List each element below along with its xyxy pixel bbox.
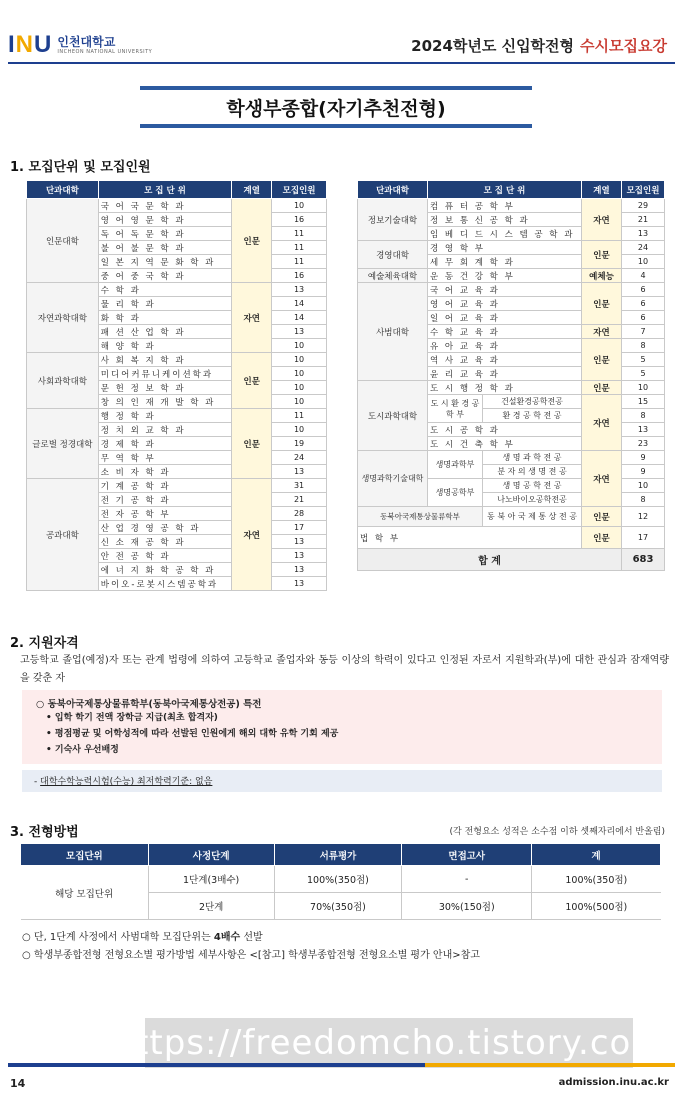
count-cell: 13 <box>272 563 327 577</box>
unit-cell: 수 학 교 육 과 <box>428 325 582 339</box>
count-cell: 10 <box>622 479 665 493</box>
note-bullet-1 <box>22 928 263 943</box>
unit-cell: 운 동 건 강 학 부 <box>428 269 582 283</box>
count-cell: 10 <box>272 339 327 353</box>
interview-cell: - <box>402 866 532 893</box>
college-cell: 글로벌 정경대학 <box>27 409 99 479</box>
table-row <box>27 199 327 213</box>
stage-cell: 1단계(3배수) <box>148 866 274 893</box>
college-cell: 도시과학대학 <box>358 381 428 451</box>
logo-english: INCHEON NATIONAL UNIVERSITY <box>57 49 153 55</box>
stage-cell: 2단계 <box>148 893 274 920</box>
count-cell: 10 <box>622 381 665 395</box>
college-cell: 인문대학 <box>27 199 99 283</box>
page-number: 14 <box>10 1077 26 1090</box>
count-cell: 10 <box>272 395 327 409</box>
unit-cell: 기 계 공 학 과 <box>98 479 232 493</box>
unit-cell: 창 의 인 재 개 발 학 과 <box>98 395 232 409</box>
field-cell: 인문 <box>582 381 622 395</box>
selection-table <box>20 843 661 920</box>
field-cell: 인문 <box>232 353 272 409</box>
count-cell: 6 <box>622 297 665 311</box>
table-row <box>21 866 661 893</box>
note-bullet-2: ○ 학생부종합전형 전형요소별 평가방법 세부사항은 <[참고] 학생부종합전형 전형요소별 평가 안내>참고 <box>22 950 480 961</box>
unit-cell: 유 아 교 육 과 <box>428 339 582 353</box>
benefit-box <box>22 690 662 764</box>
count-cell: 14 <box>272 297 327 311</box>
total-cell: 100%(350점) <box>532 866 661 893</box>
unit-cell: 경 영 학 부 <box>428 241 582 255</box>
unit-cell: 산 업 경 영 공 학 과 <box>98 521 232 535</box>
count-cell: 8 <box>622 493 665 507</box>
count-cell: 13 <box>272 535 327 549</box>
unit-cell: 도 시 건 축 학 부 <box>428 437 582 451</box>
logo-letter-u: U <box>34 31 52 58</box>
count-cell: 23 <box>622 437 665 451</box>
university-logo <box>8 30 152 60</box>
unit-cell: 해당 모집단위 <box>21 866 149 920</box>
table-row <box>358 241 665 255</box>
unit-cell: 전 자 공 학 부 <box>98 507 232 521</box>
count-cell: 28 <box>272 507 327 521</box>
benefit-heading: ○ 동북아국제통상물류학부(동북아국제통상전공) 특전 <box>36 699 262 710</box>
footer-site: admission.inu.ac.kr <box>558 1077 669 1088</box>
count-cell: 16 <box>272 269 327 283</box>
col-college: 단과대학 <box>27 181 99 199</box>
count-cell: 10 <box>272 367 327 381</box>
field-cell: 인문 <box>582 283 622 325</box>
unit-cell: 독 어 독 문 학 과 <box>98 227 232 241</box>
table-row <box>27 409 327 423</box>
count-cell: 19 <box>272 437 327 451</box>
total-cell: 100%(500점) <box>532 893 661 920</box>
unit-cell: 영 어 영 문 학 과 <box>98 213 232 227</box>
footer-rule-accent <box>425 1063 675 1067</box>
table-row <box>358 451 665 465</box>
table-row <box>27 479 327 493</box>
count-cell: 21 <box>622 213 665 227</box>
logo-mark <box>8 33 51 57</box>
count-cell: 10 <box>272 423 327 437</box>
count-cell: 21 <box>272 493 327 507</box>
header-rule <box>8 62 675 64</box>
count-cell: 7 <box>622 325 665 339</box>
count-cell: 13 <box>272 577 327 591</box>
field-cell: 자연 <box>582 395 622 451</box>
col-field: 계열 <box>232 181 272 199</box>
unit-cell: 윤 리 교 육 과 <box>428 367 582 381</box>
note-text: ○ 단, 1단계 사정에서 사범대학 모집단위는 <box>22 932 214 943</box>
count-cell: 9 <box>622 465 665 479</box>
unit-cell: 영 어 교 육 과 <box>428 297 582 311</box>
doc-cell: 70%(350점) <box>274 893 402 920</box>
college-cell: 공과대학 <box>27 479 99 591</box>
unit-cell: 바이오-로봇시스템공학과 <box>98 577 232 591</box>
college-cell: 동북아국제통상물류학부 <box>358 507 483 527</box>
unit-cell: 일 본 지 역 문 화 학 과 <box>98 255 232 269</box>
table-row <box>358 527 665 549</box>
section3-heading: 3. 전형방법 <box>10 825 79 840</box>
count-cell: 17 <box>272 521 327 535</box>
count-cell: 10 <box>622 255 665 269</box>
unit-cell: 해 양 학 과 <box>98 339 232 353</box>
page-title-box <box>140 86 532 128</box>
unit-cell: 국 어 국 문 학 과 <box>98 199 232 213</box>
count-cell: 10 <box>272 199 327 213</box>
table-row <box>358 269 665 283</box>
total-row <box>358 549 665 571</box>
count-cell: 8 <box>622 339 665 353</box>
unit-cell: 일 어 교 육 과 <box>428 311 582 325</box>
unit-cell: 역 사 교 육 과 <box>428 353 582 367</box>
note-text: 선발 <box>240 932 263 943</box>
unit-cell: 문 헌 정 보 학 과 <box>98 381 232 395</box>
field-cell: 인문 <box>582 507 622 527</box>
col-count: 모집인원 <box>622 181 665 199</box>
unit-cell: 신 소 재 공 학 과 <box>98 535 232 549</box>
interview-cell: 30%(150점) <box>402 893 532 920</box>
count-cell: 17 <box>622 527 665 549</box>
table-row <box>358 199 665 213</box>
count-cell: 10 <box>272 381 327 395</box>
count-cell: 24 <box>622 241 665 255</box>
benefit-item: • 기숙사 우선배정 <box>46 745 119 755</box>
col-stage: 사정단계 <box>148 844 274 866</box>
unit-cell: 건설환경공학전공 <box>483 395 582 409</box>
count-cell: 13 <box>272 465 327 479</box>
unit-cell: 중 어 중 국 학 과 <box>98 269 232 283</box>
eligibility-text: 고등학교 졸업(예정)자 또는 관계 법령에 의하여 고등학교 졸업자와 동등 이상의 학력이 있다고 인정된 자로서 지원학과(부)에 대한 관심과 잠재역량을 갖춘 자 <box>20 655 669 684</box>
field-cell: 인문 <box>582 339 622 381</box>
col-count: 모집인원 <box>272 181 327 199</box>
unit-cell: 생 명 과 학 전 공 <box>483 451 582 465</box>
unit-cell: 국 어 교 육 과 <box>428 283 582 297</box>
field-cell: 자연 <box>232 479 272 591</box>
doc-cell: 100%(350점) <box>274 866 402 893</box>
field-cell: 예체능 <box>582 269 622 283</box>
unit-cell: 법 학 부 <box>358 527 582 549</box>
section1-heading: 1. 모집단위 및 모집인원 <box>10 160 151 175</box>
count-cell: 4 <box>622 269 665 283</box>
col-unit: 모 집 단 위 <box>428 181 582 199</box>
logo-letter-n: N <box>15 31 34 58</box>
unit-cell: 물 리 학 과 <box>98 297 232 311</box>
unit-cell: 에 너 지 화 학 공 학 과 <box>98 563 232 577</box>
unit-cell: 동 북 아 국 제 통 상 전 공 <box>483 507 582 527</box>
unit-cell: 나노바이오공학전공 <box>483 493 582 507</box>
unit-cell: 경 제 학 과 <box>98 437 232 451</box>
count-cell: 6 <box>622 311 665 325</box>
unit-cell: 패 션 산 업 학 과 <box>98 325 232 339</box>
col-doc: 서류평가 <box>274 844 402 866</box>
unit-cell: 생 명 공 학 전 공 <box>483 479 582 493</box>
unit-cell: 미디어커뮤니케이션학과 <box>98 367 232 381</box>
unit-cell: 임 베 디 드 시 스 템 공 학 과 <box>428 227 582 241</box>
field-cell: 자연 <box>582 451 622 507</box>
field-cell: 자연 <box>582 199 622 241</box>
count-cell: 8 <box>622 409 665 423</box>
header-title-main: 2024학년도 신입학전형 <box>411 37 575 55</box>
count-cell: 13 <box>272 325 327 339</box>
count-cell: 5 <box>622 353 665 367</box>
count-cell: 12 <box>622 507 665 527</box>
unit-cell: 전 기 공 학 과 <box>98 493 232 507</box>
field-cell: 인문 <box>232 199 272 283</box>
table-row <box>27 283 327 297</box>
unit-cell: 수 학 과 <box>98 283 232 297</box>
unit-cell: 도 시 행 정 학 과 <box>428 381 582 395</box>
table-row <box>358 507 665 527</box>
section2-heading: 2. 지원자격 <box>10 636 79 651</box>
college-cell: 예술체육대학 <box>358 269 428 283</box>
unit-cell: 소 비 자 학 과 <box>98 465 232 479</box>
field-cell: 인문 <box>232 409 272 479</box>
group-cell: 생명공학부 <box>428 479 483 507</box>
count-cell: 13 <box>272 549 327 563</box>
unit-cell: 환 경 공 학 전 공 <box>483 409 582 423</box>
college-cell: 경영대학 <box>358 241 428 269</box>
unit-cell: 분 자 의 생 명 전 공 <box>483 465 582 479</box>
count-cell: 9 <box>622 451 665 465</box>
group-cell: 생명과학부 <box>428 451 483 479</box>
count-cell: 15 <box>622 395 665 409</box>
table-row <box>358 381 665 395</box>
unit-cell: 정 보 통 신 공 학 과 <box>428 213 582 227</box>
recruit-table-left <box>26 180 327 591</box>
header-title-accent: 수시모집요강 <box>580 37 667 55</box>
count-cell: 5 <box>622 367 665 381</box>
watermark <box>112 1018 666 1068</box>
count-cell: 11 <box>272 227 327 241</box>
col-total: 계 <box>532 844 661 866</box>
csat-text: 대학수학능력시험(수능) 최저학력기준: 없음 <box>40 777 213 787</box>
benefit-item: • 입학 학기 전액 장학금 지급(최초 합격자) <box>46 713 218 723</box>
unit-cell: 세 무 회 계 학 과 <box>428 255 582 269</box>
college-cell: 생명과학기술대학 <box>358 451 428 507</box>
table-row <box>27 353 327 367</box>
count-cell: 6 <box>622 283 665 297</box>
csat-note <box>22 770 662 792</box>
count-cell: 24 <box>272 451 327 465</box>
csat-dash: - <box>34 777 38 787</box>
college-cell: 정보기술대학 <box>358 199 428 241</box>
unit-cell: 안 전 공 학 과 <box>98 549 232 563</box>
count-cell: 11 <box>272 241 327 255</box>
unit-cell: 사 회 복 지 학 과 <box>98 353 232 367</box>
count-cell: 11 <box>272 409 327 423</box>
table-row <box>358 283 665 297</box>
count-cell: 31 <box>272 479 327 493</box>
total-label: 합 계 <box>358 549 622 571</box>
count-cell: 13 <box>622 227 665 241</box>
field-cell: 자연 <box>232 283 272 353</box>
col-interview: 면접고사 <box>402 844 532 866</box>
benefit-item: • 평점평균 및 어학성적에 따라 선발된 인원에게 해외 대학 유학 기회 제공 <box>46 729 339 739</box>
unit-cell: 도 시 공 학 과 <box>428 423 582 437</box>
count-cell: 16 <box>272 213 327 227</box>
college-cell: 사회과학대학 <box>27 353 99 409</box>
watermark-text: https://freedomcho.tistory.com <box>112 1023 666 1063</box>
count-cell: 14 <box>272 311 327 325</box>
unit-cell: 컴 퓨 터 공 학 부 <box>428 199 582 213</box>
college-cell: 사범대학 <box>358 283 428 381</box>
field-cell: 인문 <box>582 527 622 549</box>
count-cell: 13 <box>622 423 665 437</box>
field-cell: 인문 <box>582 241 622 269</box>
logo-korean: 인천대학교 <box>57 35 116 49</box>
count-cell: 11 <box>272 255 327 269</box>
unit-cell: 불 어 불 문 학 과 <box>98 241 232 255</box>
count-cell: 13 <box>272 283 327 297</box>
unit-cell: 정 치 외 교 학 과 <box>98 423 232 437</box>
logo-letter-i: I <box>8 31 15 58</box>
rounding-note: (각 전형요소 성적은 소수점 이하 셋째자리에서 반올림) <box>449 827 665 837</box>
college-cell: 자연과학대학 <box>27 283 99 353</box>
count-cell: 10 <box>272 353 327 367</box>
total-count: 683 <box>622 549 665 571</box>
recruit-table-right <box>357 180 665 571</box>
unit-cell: 화 학 과 <box>98 311 232 325</box>
group-cell: 도 시 환 경 공 학 부 <box>428 395 483 423</box>
unit-cell: 행 정 학 과 <box>98 409 232 423</box>
page-title: 학생부종합(자기추천전형) <box>226 97 446 120</box>
col-unit: 모집단위 <box>21 844 149 866</box>
header-title <box>411 35 667 56</box>
field-cell: 자연 <box>582 325 622 339</box>
count-cell: 29 <box>622 199 665 213</box>
note-emphasis: 4배수 <box>213 932 241 943</box>
col-field: 계열 <box>582 181 622 199</box>
unit-cell: 무 역 학 부 <box>98 451 232 465</box>
col-college: 단과대학 <box>358 181 428 199</box>
col-unit: 모 집 단 위 <box>98 181 232 199</box>
